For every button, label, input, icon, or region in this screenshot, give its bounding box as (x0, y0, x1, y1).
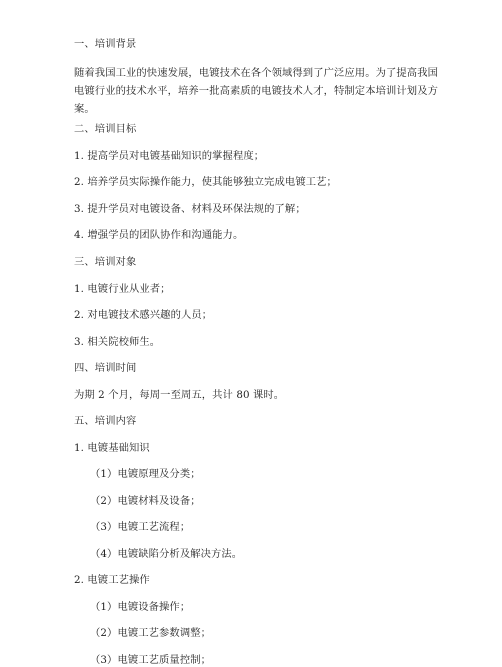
content-group-title: 2. 电镀工艺操作 (74, 574, 150, 586)
content-subitem: （3）电镀工艺流程； (90, 521, 191, 533)
audience-item: 2. 对电镀技术感兴趣的人员； (74, 309, 213, 321)
goal-item: 4. 增强学员的团队协作和沟通能力。 (74, 229, 244, 241)
content-subitem: （4）电镀缺陷分析及解决方法。 (90, 548, 243, 560)
background-paragraph: 随着我国工业的快速发展，电镀技术在各个领域得到了广泛应用。为了提高我国电镀行业的技术水平，培养一批高素质的电镀技术人才，特制定本培训计划及方案。 (74, 67, 438, 115)
audience-item: 3. 相关院校师生。 (74, 336, 161, 348)
content-subitem: （2）电镀材料及设备； (90, 495, 201, 507)
content-subitem: （1）电镀设备操作； (90, 601, 191, 613)
goal-item: 2. 培养学员实际操作能力，使其能够独立完成电镀工艺； (74, 176, 337, 188)
section-heading-background: 一、培训背景 (74, 38, 137, 50)
content-subitem: （2）电镀工艺参数调整； (90, 627, 212, 639)
section-heading-goals: 二、培训目标 (74, 123, 137, 135)
section-heading-schedule: 四、培训时间 (74, 362, 137, 374)
section-heading-content: 五、培训内容 (74, 415, 137, 427)
audience-item: 1. 电镀行业从业者； (74, 283, 171, 295)
goal-item: 1. 提高学员对电镀基础知识的掌握程度； (74, 150, 265, 162)
schedule-paragraph: 为期 2 个月，每周一至周五，共计 80 课时。 (74, 389, 285, 401)
content-subitem: （3）电镀工艺质量控制； (90, 654, 212, 666)
content-subitem: （1）电镀原理及分类； (90, 468, 201, 480)
content-group-title: 1. 电镀基础知识 (74, 442, 150, 454)
goal-item: 3. 提升学员对电镀设备、材料及环保法规的了解； (74, 203, 306, 215)
section-heading-audience: 三、培训对象 (74, 256, 137, 268)
